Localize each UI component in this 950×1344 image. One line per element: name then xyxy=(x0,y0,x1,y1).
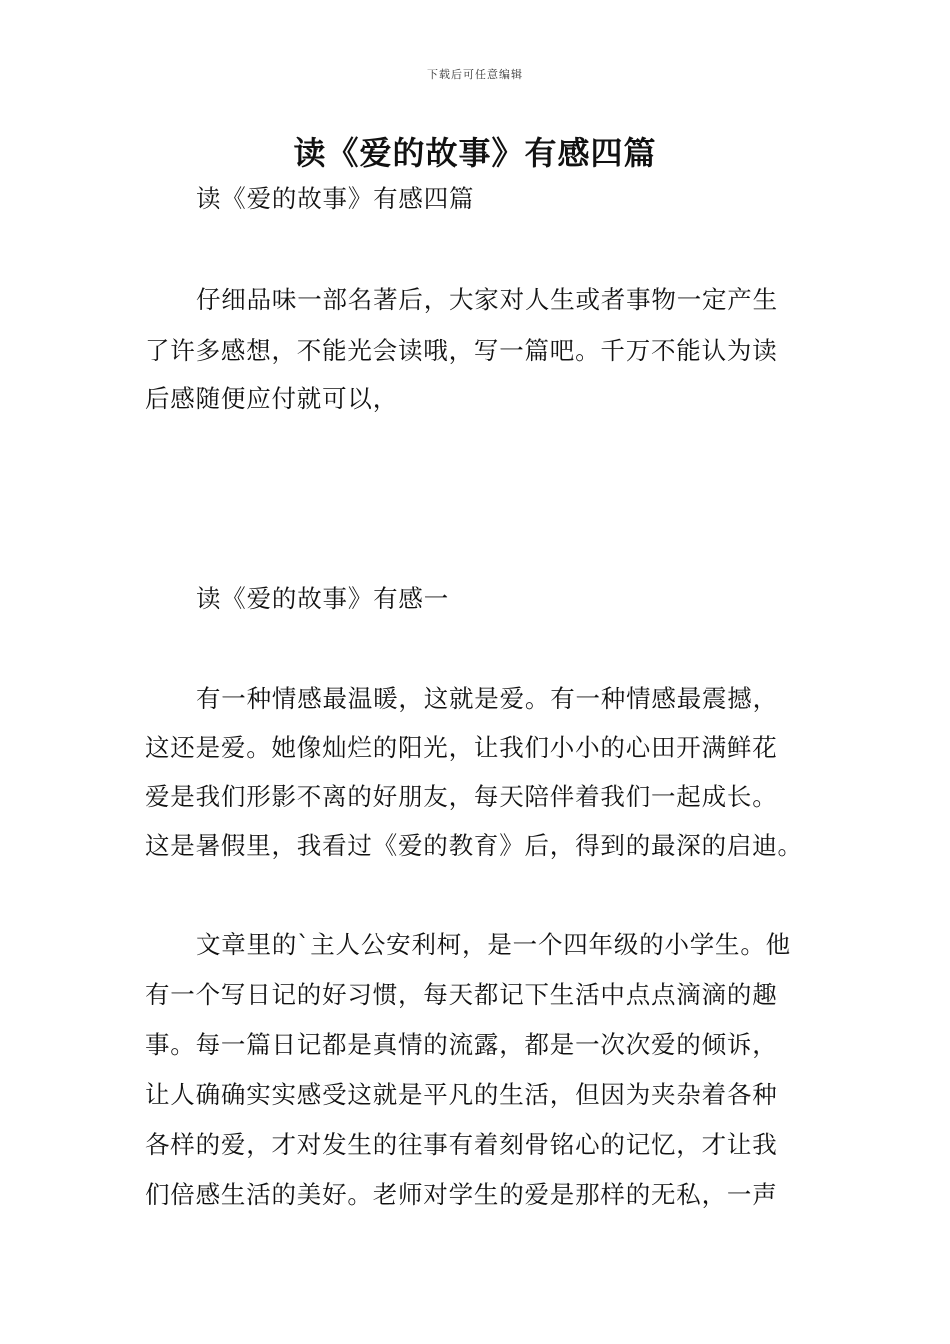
intro-line: 后感随便应付就可以， xyxy=(145,384,398,413)
intro-line: 了许多感想，不能光会读哦，写一篇吧。千万不能认为读 xyxy=(145,336,778,365)
subtitle: 读《爱的故事》有感四篇 xyxy=(196,184,475,213)
paragraph-line: 爱是我们形影不离的好朋友，每天陪伴着我们一起成长。 xyxy=(145,782,778,811)
document-title: 读《爱的故事》有感四篇 xyxy=(293,134,657,172)
paragraph-line: 各样的爱，才对发生的往事有着刻骨铭心的记忆，才让我 xyxy=(145,1130,778,1159)
header-note: 下载后可任意编辑 xyxy=(427,68,523,81)
paragraph-line: 有一个写日记的好习惯，每天都记下生活中点点滴滴的趣 xyxy=(145,980,778,1009)
section-heading: 读《爱的故事》有感一 xyxy=(196,584,449,613)
paragraph-line: 事。每一篇日记都是真情的流露，都是一次次爱的倾诉， xyxy=(145,1030,778,1059)
paragraph-line: 文章里的`主人公安利柯，是一个四年级的小学生。他 xyxy=(196,930,791,959)
paragraph-line: 让人确确实实感受这就是平凡的生活，但因为夹杂着各种 xyxy=(145,1080,778,1109)
intro-line: 仔细品味一部名著后，大家对人生或者事物一定产生 xyxy=(196,285,778,314)
paragraph-line: 们倍感生活的美好。老师对学生的爱是那样的无私，一声 xyxy=(145,1180,778,1209)
paragraph-line: 有一种情感最温暖，这就是爱。有一种情感最震撼， xyxy=(196,684,778,713)
paragraph-line: 这还是爱。她像灿烂的阳光，让我们小小的心田开满鲜花 xyxy=(145,733,778,762)
paragraph-line: 这是暑假里，我看过《爱的教育》后，得到的最深的启迪。 xyxy=(145,831,803,860)
